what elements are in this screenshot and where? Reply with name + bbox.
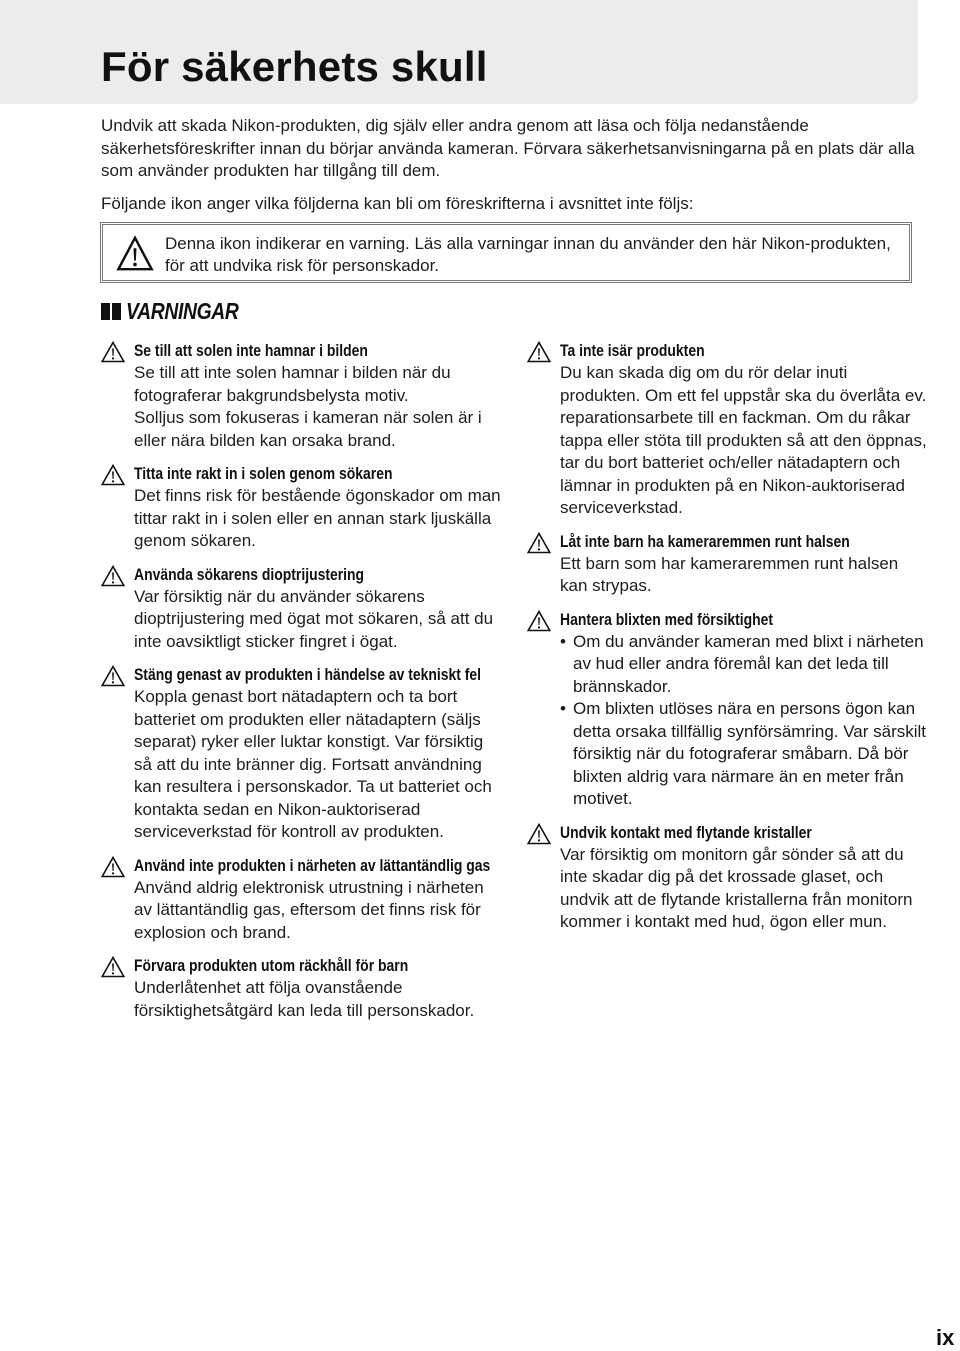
- warning-title: Förvara produkten utom räckhåll för barn: [134, 956, 409, 975]
- warning-body: Var försiktig när du använder sökarens dioptrijustering med ögat mot sökaren, så att du inte oavsiktligt sticker fingret i ögat.: [134, 586, 494, 651]
- icon-legend-intro: Följande ikon anger vilka följderna kan bli om föreskrifterna i avsnittet inte följs:: [101, 194, 694, 213]
- warning-body: Du kan skada dig om du rör delar inuti produkten. Om ett fel uppstår ska du överlåta ev. reparationsarbete till en fackman. Om du råkar tappa eller stöta till produkten så att den öppnas, tar du bort batteriet och/eller nätadaptern och lämnar in produkten på en Nikon-auktoriserad serviceverkstad.: [560, 363, 927, 517]
- warning-item: [527, 821, 927, 934]
- warning-triangle-icon: [527, 610, 551, 632]
- page-number: ix: [936, 1325, 955, 1350]
- bullet-list: [560, 631, 927, 811]
- warning-title: Använd inte produkten i närheten av lättantändlig gas: [134, 855, 491, 875]
- warning-triangle-icon: [101, 464, 125, 486]
- warning-body: Ett barn som har kameraremmen runt halsen kan strypas.: [560, 553, 899, 595]
- warning-item: [527, 339, 927, 520]
- warning-legend-text: Denna ikon indikerar en varning. Läs alla varningar innan du använder den här Nikon-produkten, för att undvika risk för personskador.: [165, 234, 891, 275]
- warning-item: [101, 462, 501, 553]
- warning-body: Det finns risk för bestående ögonskador om man tittar rakt in i solen eller en annan stark ljuskälla genom sökaren.: [134, 486, 501, 550]
- warnings-left-column: [101, 339, 501, 1032]
- warning-title: Hantera blixten med försiktighet: [560, 609, 774, 629]
- warning-body: Var försiktig om monitorn går sönder så att du inte skadar dig på det krossade glaset, och undvik att de flytande kristallerna från monitorn kommer i kontakt med hud, ögon eller mun.: [560, 844, 913, 931]
- section-marker-icon: [101, 303, 121, 320]
- warning-title: Använda sökarens dioptrijustering: [134, 564, 365, 584]
- warning-title: Låt inte barn ha kameraremmen runt halsen: [560, 531, 850, 551]
- warning-title: Titta inte rakt in i solen genom sökaren: [134, 464, 393, 483]
- title-band: [0, 0, 918, 104]
- warning-item: [101, 954, 501, 1022]
- warning-body: Se till att inte solen hamnar i bilden när du fotograferar bakgrundsbelysta motiv. Solljus som fokuseras i kameran när solen är i eller nära bilden kan orsaka brand.: [134, 363, 482, 450]
- warnings-right-column: [527, 339, 927, 944]
- warning-title: Se till att solen inte hamnar i bilden: [134, 341, 368, 360]
- warning-title: Ta inte isär produkten: [560, 341, 705, 360]
- warning-triangle-icon: [101, 956, 125, 978]
- warning-triangle-icon: [101, 565, 125, 587]
- section-heading: [101, 296, 260, 326]
- warning-body: Använd aldrig elektronisk utrustning i närheten av lättantändlig gas, eftersom det finns risk för explosion och brand.: [134, 877, 484, 942]
- warning-triangle-icon: [101, 665, 125, 687]
- page-title: För säkerhets skull: [101, 43, 488, 90]
- intro-paragraph: Undvik att skada Nikon-produkten, dig själv eller andra genom att läsa och följa nedanstående säkerhetsföreskrifter innan du börjar använda kameran. Förvara säkerhetsanvisningarna på en plats där alla som använder produkten har tillgång till dem.: [101, 116, 915, 180]
- warning-triangle-icon: [101, 856, 125, 878]
- warning-triangle-icon: [101, 341, 125, 363]
- warning-item: [527, 530, 927, 598]
- warning-triangle-icon: [527, 532, 551, 554]
- warning-title: Undvik kontakt med flytande kristaller: [560, 822, 812, 842]
- warning-triangle-icon: [527, 823, 551, 845]
- warning-item: [101, 663, 501, 844]
- warning-body: Koppla genast bort nätadaptern och ta bort batteriet om produkten eller nätadaptern (säljs separat) ryker eller luktar konstigt. Var försiktig så att du inte bränner dig. Fortsatt användning kan resultera i personskador. Ta ut batteriet och kontakta sedan en Nikon-auktoriserad serviceverkstad för kontroll av produkten.: [134, 687, 492, 841]
- warning-item: [527, 608, 927, 811]
- warning-item: [101, 854, 501, 945]
- warning-item: [101, 339, 501, 452]
- warning-item: [101, 563, 501, 654]
- warning-body: Underlåtenhet att följa ovanstående försiktighetsåtgärd kan leda till personskador.: [134, 978, 475, 1020]
- bullet-item: • Om du använder kameran med blixt i närheten av hud eller andra föremål kan det leda till brännskador.: [560, 631, 927, 699]
- warning-triangle-icon: [527, 341, 551, 363]
- warning-triangle-icon: [116, 235, 154, 273]
- bullet-item: • Om blixten utlöses nära en persons ögon kan detta orsaka tillfällig synförsämring. Var särskilt försiktig när du fotograferar småbarn. Då bör blixten aldrig vara närmare än en meter från motivet.: [560, 698, 927, 811]
- warning-title: Stäng genast av produkten i händelse av tekniskt fel: [134, 665, 482, 684]
- warning-legend-box: [100, 222, 912, 283]
- section-title: VARNINGAR: [126, 297, 239, 324]
